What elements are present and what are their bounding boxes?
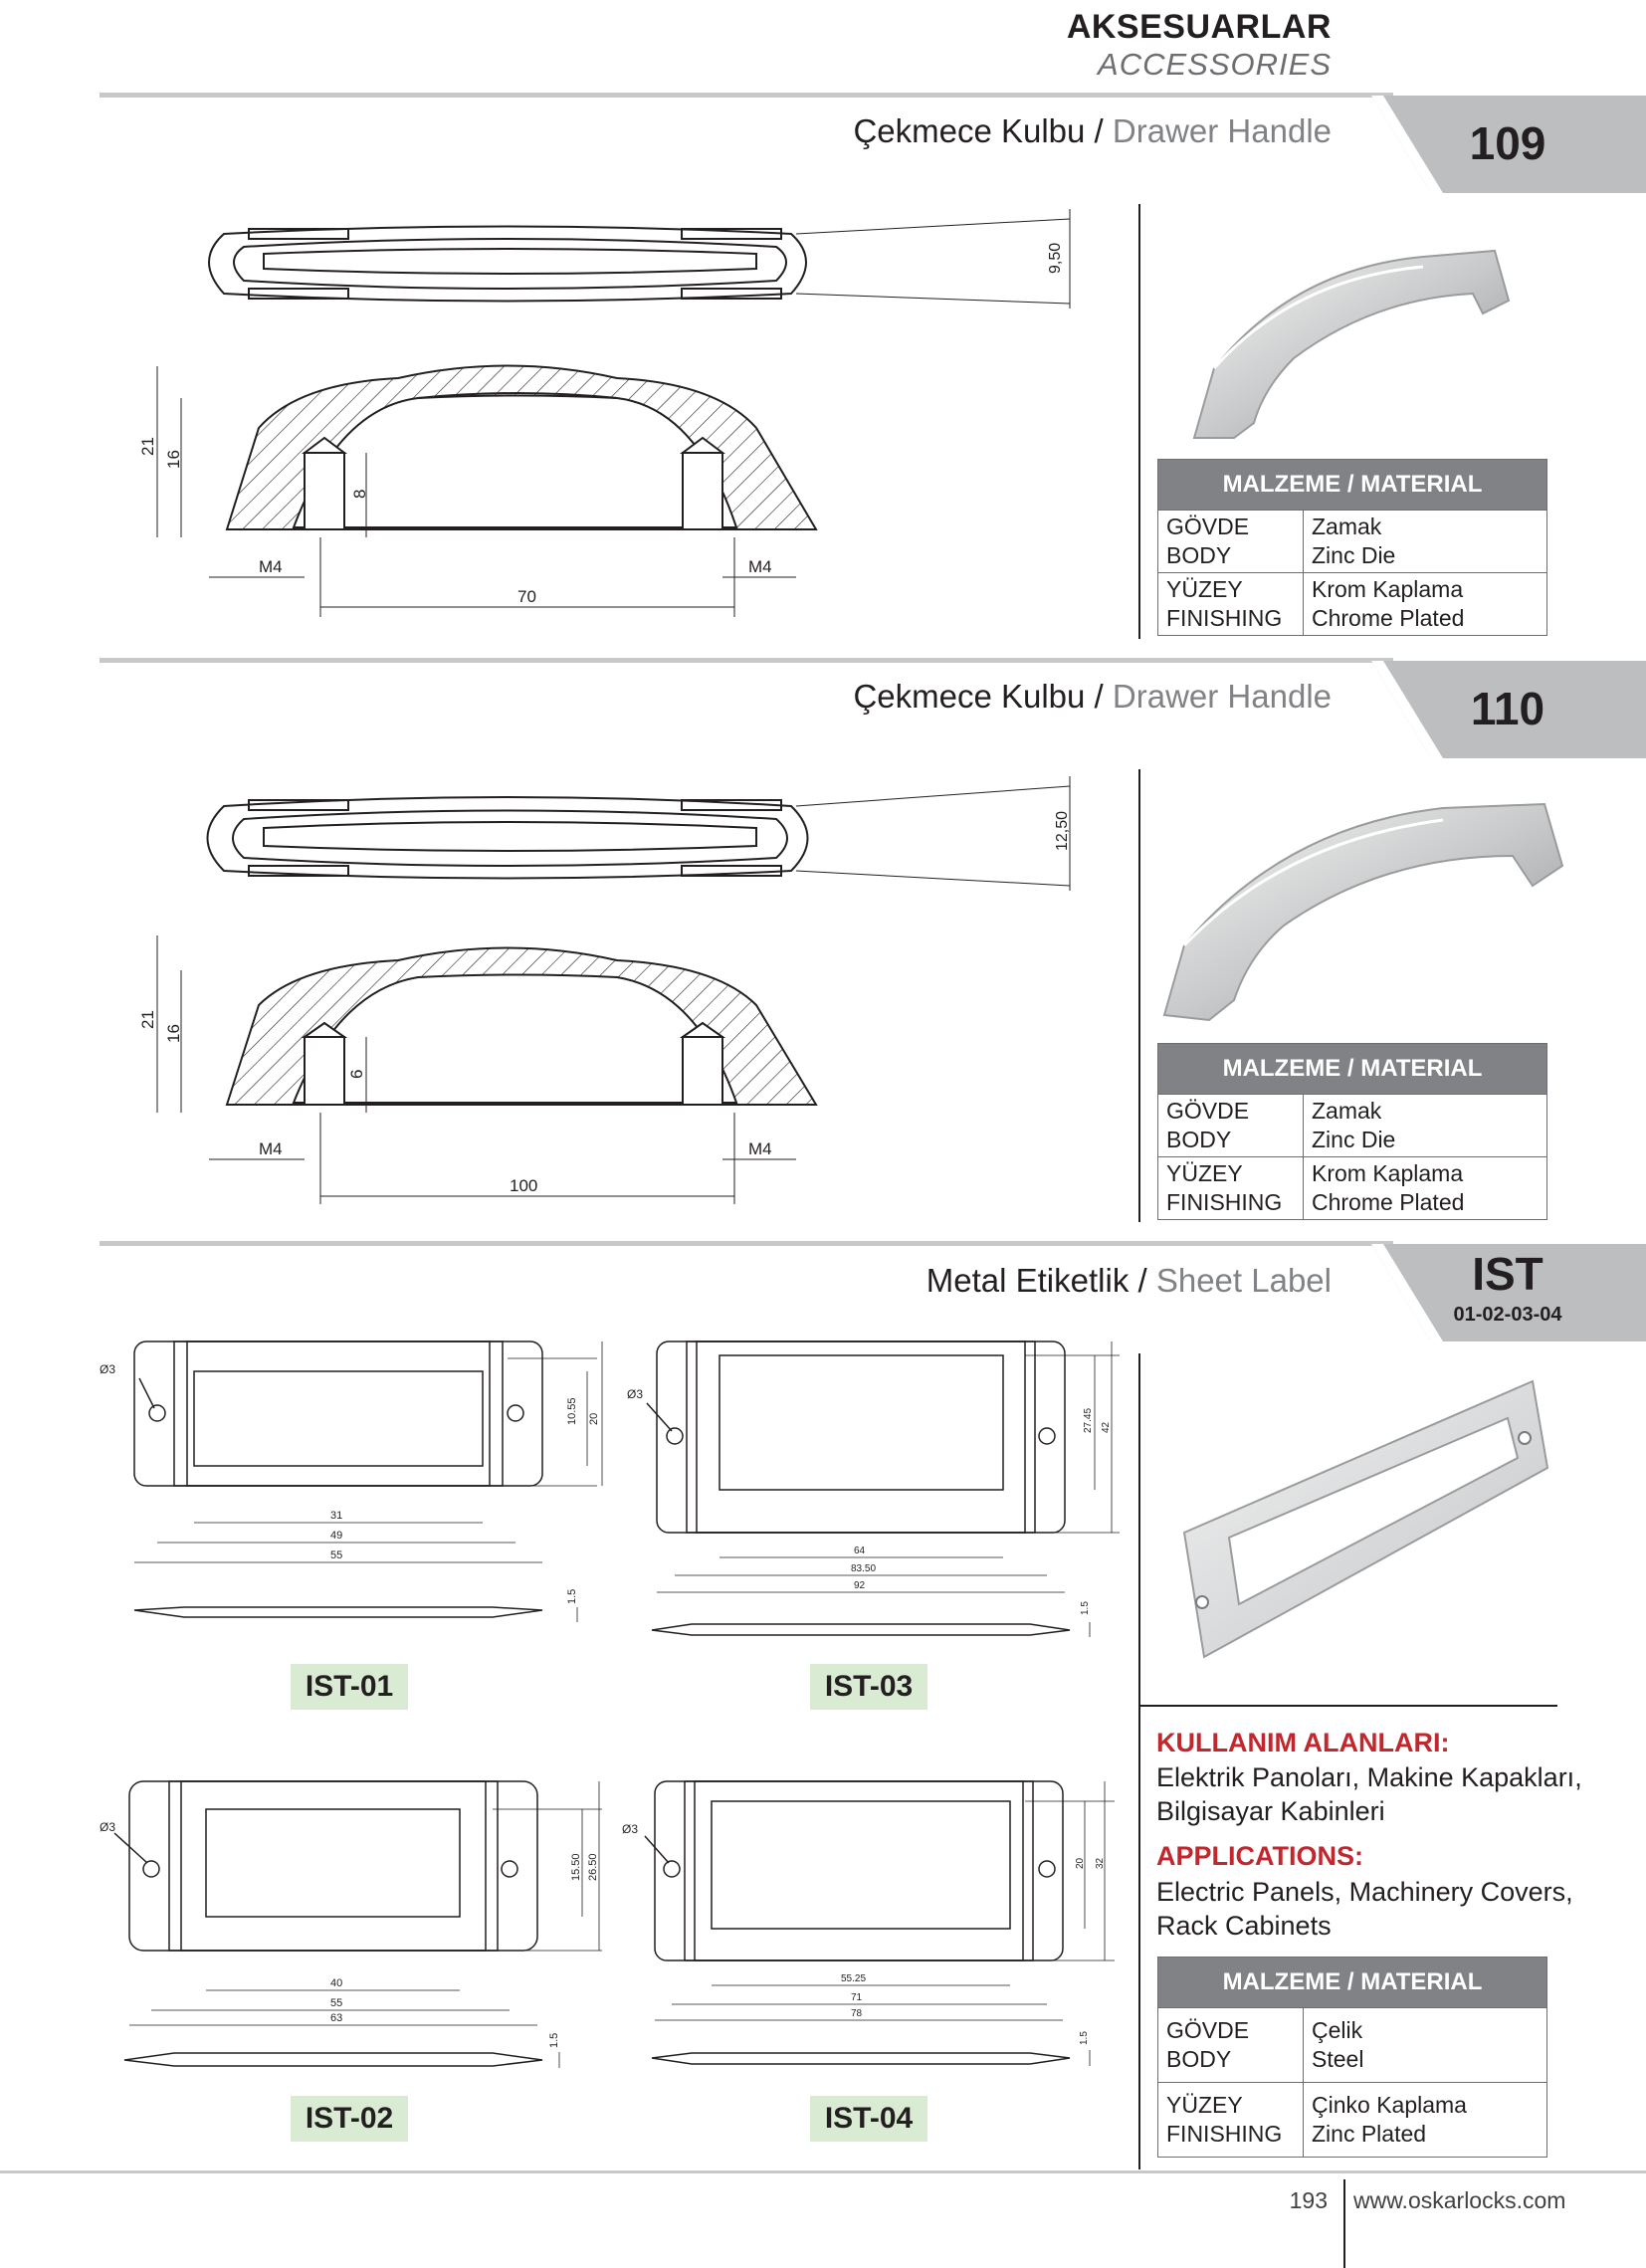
- material-header: MALZEME / MATERIAL: [1158, 1044, 1546, 1094]
- material-value-tr: Zamak: [1312, 1098, 1382, 1124]
- dim-w2: 83.50: [851, 1563, 877, 1574]
- product-title-en: Drawer Handle: [1112, 112, 1332, 149]
- dim-thread-depth: 8: [350, 489, 369, 499]
- usage-heading-tr: KULLANIM ALANLARI:: [1156, 1728, 1450, 1757]
- handle-110-photo: [1154, 796, 1572, 1035]
- material-key-en: BODY: [1166, 1127, 1232, 1152]
- dim-w3: 92: [854, 1580, 866, 1591]
- horizontal-separator: [1139, 1705, 1557, 1707]
- product-title: [926, 1262, 1332, 1300]
- product-title: [853, 678, 1332, 716]
- dim-thread-right: M4: [748, 1139, 772, 1158]
- dim-span: 100: [510, 1176, 538, 1195]
- section-divider: [100, 1241, 1393, 1246]
- material-key-en: FINISHING: [1166, 605, 1283, 631]
- dim-w1: 64: [854, 1546, 866, 1556]
- dim-d2: 32: [1095, 1857, 1106, 1869]
- dim-d1: 27.45: [1083, 1407, 1094, 1433]
- dim-height-total: 21: [138, 437, 157, 456]
- material-value-en: Zinc Plated: [1312, 2121, 1427, 2147]
- dim-thread-left: M4: [259, 557, 283, 576]
- dim-thread-depth: 6: [347, 1069, 366, 1079]
- dim-span: 70: [517, 587, 536, 606]
- material-value-en: Chrome Plated: [1312, 1189, 1465, 1215]
- section-divider: [100, 93, 1393, 98]
- material-key-en: FINISHING: [1166, 1189, 1283, 1215]
- ist-04-drawing: [617, 1771, 1134, 2070]
- material-table: [1157, 1043, 1547, 1220]
- material-key-en: FINISHING: [1166, 2121, 1283, 2147]
- category-title-en: ACCESSORIES: [1098, 47, 1332, 82]
- dim-thread-right: M4: [748, 557, 772, 576]
- material-key-en: BODY: [1166, 2046, 1232, 2072]
- usage-text-tr-line2: Bilgisayar Kabinleri: [1156, 1796, 1385, 1826]
- top-view: [209, 227, 806, 302]
- material-value-tr: Çinko Kaplama: [1312, 2092, 1467, 2118]
- ist-03-drawing: [617, 1334, 1134, 1642]
- material-key-tr: GÖVDE: [1166, 1098, 1250, 1124]
- material-row: [1158, 1156, 1546, 1219]
- dim-w2: 55: [330, 1997, 343, 2009]
- vertical-separator: [1138, 1353, 1140, 2169]
- material-value-en: Zinc Die: [1312, 1127, 1396, 1152]
- material-row: [1158, 572, 1546, 635]
- handle-110-drawing: [100, 766, 1095, 1204]
- ist-02-drawing: [100, 1771, 617, 2070]
- usage-text-en-line2: Rack Cabinets: [1156, 1911, 1332, 1941]
- dim-height-body: 16: [164, 450, 183, 469]
- material-value-en: Chrome Plated: [1312, 605, 1465, 631]
- dim-d1: 10.55: [566, 1397, 578, 1425]
- dim-height-total: 21: [138, 1010, 157, 1029]
- dim-d1: 15.50: [570, 1853, 582, 1881]
- material-key-tr: YÜZEY: [1166, 2092, 1243, 2118]
- vertical-separator: [1138, 204, 1140, 639]
- material-value-tr: Çelik: [1312, 2017, 1363, 2043]
- dim-t: 1.5: [548, 2032, 560, 2048]
- material-row: [1158, 2082, 1546, 2157]
- dimension-thickness: [796, 776, 1070, 891]
- material-row: [1158, 2007, 1546, 2082]
- dim-w1: 40: [330, 1977, 343, 1989]
- dim-height-body: 16: [164, 1024, 183, 1043]
- dim-t: 1.5: [1080, 1601, 1091, 1615]
- dim-t: 1.5: [566, 1588, 578, 1604]
- product-code: 110: [1470, 683, 1545, 734]
- footer-separator: [1343, 2179, 1345, 2268]
- material-key-tr: GÖVDE: [1166, 514, 1250, 539]
- material-header: MALZEME / MATERIAL: [1158, 460, 1546, 510]
- variant-label: IST-03: [810, 1664, 927, 1710]
- dim-hole: Ø3: [627, 1387, 644, 1401]
- side-view: [227, 948, 816, 1106]
- product-subcode: 01-02-03-04: [1453, 1304, 1562, 1326]
- dim-w3: 78: [851, 2008, 863, 2019]
- section-divider: [100, 658, 1393, 663]
- material-key-tr: YÜZEY: [1166, 1160, 1243, 1186]
- dim-hole: Ø3: [100, 1820, 116, 1834]
- dim-thread-left: M4: [259, 1139, 283, 1158]
- page-number: 193: [1289, 2187, 1328, 2213]
- dim-w2: 71: [851, 1992, 863, 2003]
- dimension-thickness: [796, 209, 1070, 309]
- material-row: [1158, 510, 1546, 572]
- dim-w3: 63: [330, 2012, 343, 2024]
- dim-d2: 42: [1101, 1421, 1112, 1433]
- ist-01-drawing: [100, 1334, 617, 1632]
- dim-d2: 26.50: [587, 1853, 599, 1881]
- material-key-tr: YÜZEY: [1166, 576, 1243, 602]
- product-title-en: Drawer Handle: [1112, 678, 1332, 715]
- dim-t: 1.5: [1079, 2031, 1090, 2045]
- handle-109-drawing: [100, 199, 1095, 637]
- variant-label: IST-02: [291, 2096, 408, 2142]
- dim-thickness: 12,50: [1054, 810, 1071, 851]
- product-title: [853, 112, 1332, 150]
- variant-label: IST-04: [810, 2096, 927, 2142]
- material-value-tr: Krom Kaplama: [1312, 576, 1464, 602]
- side-view: [227, 366, 816, 530]
- handle-109-photo: [1174, 239, 1523, 458]
- variant-label: IST-01: [291, 1664, 408, 1710]
- footer-rule: [0, 2170, 1646, 2173]
- material-value-en: Zinc Die: [1312, 542, 1396, 568]
- category-title-tr: AKSESUARLAR: [1066, 8, 1332, 46]
- dim-w3: 55: [330, 1549, 343, 1561]
- dim-hole: Ø3: [622, 1822, 639, 1836]
- usage-text-en-line1: Electric Panels, Machinery Covers,: [1156, 1877, 1573, 1907]
- vertical-separator: [1138, 769, 1140, 1222]
- product-title-tr: Çekmece Kulbu /: [853, 112, 1113, 149]
- material-value-en: Steel: [1312, 2046, 1364, 2072]
- dim-thickness: 9,50: [1047, 242, 1064, 274]
- dim-w2: 49: [330, 1530, 343, 1542]
- material-value-tr: Zamak: [1312, 514, 1382, 539]
- material-header: MALZEME / MATERIAL: [1158, 1958, 1546, 2007]
- material-table: [1157, 1957, 1547, 2158]
- dim-d1: 20: [1075, 1857, 1086, 1869]
- dim-w1: 55.25: [841, 1973, 867, 1984]
- dim-d2: 20: [588, 1412, 600, 1425]
- dim-w1: 31: [330, 1510, 343, 1522]
- product-code: 109: [1469, 117, 1546, 169]
- material-row: [1158, 1094, 1546, 1156]
- material-key-tr: GÖVDE: [1166, 2017, 1250, 2043]
- product-code: IST: [1472, 1248, 1543, 1300]
- product-title-tr: Çekmece Kulbu /: [853, 678, 1113, 715]
- sheet-label-photo: [1164, 1373, 1562, 1672]
- material-key-en: BODY: [1166, 542, 1232, 568]
- product-title-tr: Metal Etiketlik /: [926, 1262, 1156, 1299]
- product-title-en: Sheet Label: [1155, 1262, 1332, 1299]
- website-link[interactable]: www.oskarlocks.com: [1353, 2187, 1566, 2213]
- usage-text-tr-line1: Elektrik Panoları, Makine Kapakları,: [1156, 1762, 1582, 1792]
- top-view: [208, 797, 808, 879]
- dim-hole: Ø3: [100, 1362, 116, 1376]
- material-value-tr: Krom Kaplama: [1312, 1160, 1464, 1186]
- material-table: [1157, 459, 1547, 636]
- usage-heading-en: APPLICATIONS:: [1156, 1841, 1363, 1871]
